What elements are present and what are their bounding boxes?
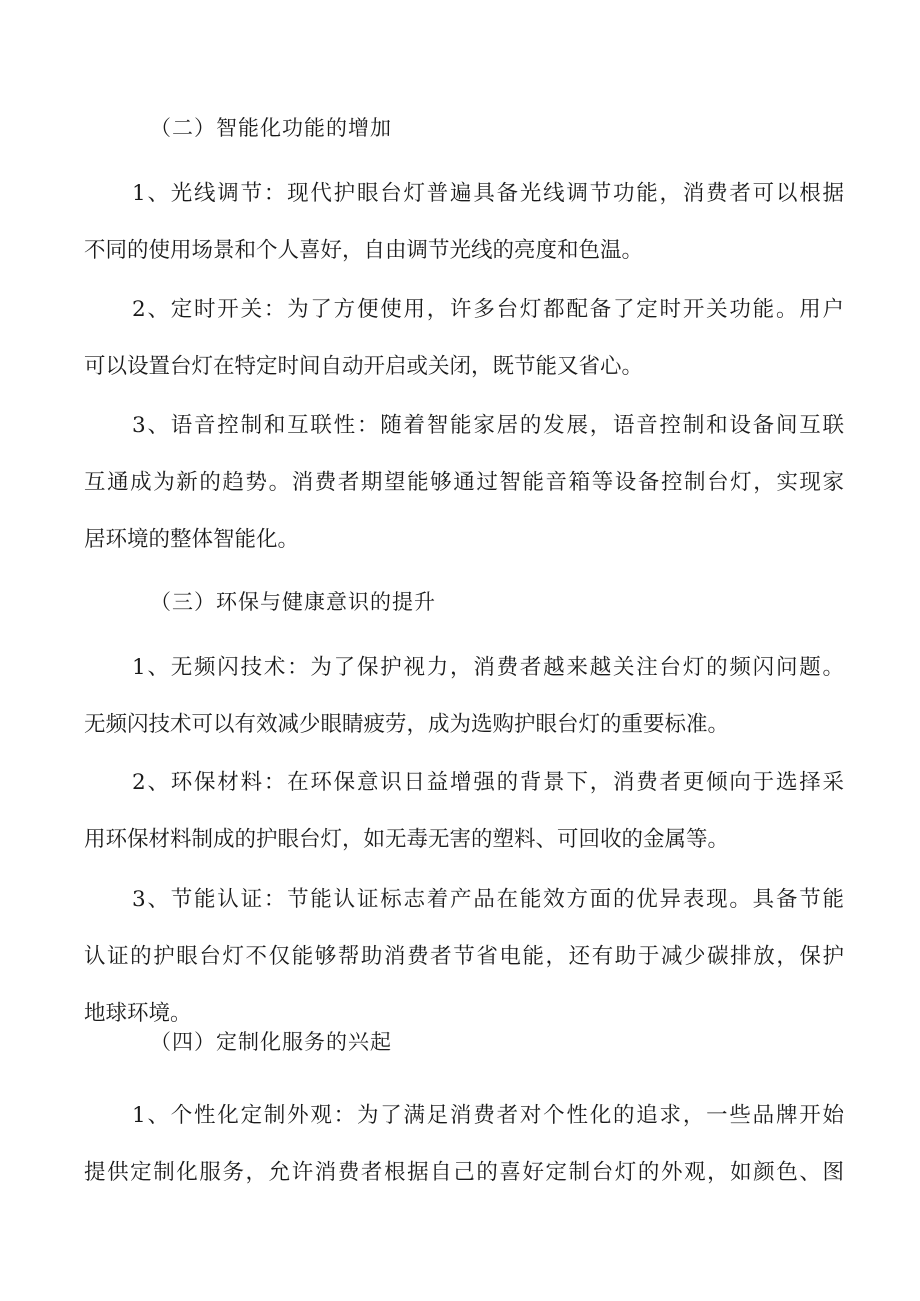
paragraph-light-adjust [84,165,844,279]
section-heading-3: （三）环保与健康意识的提升 [150,590,436,614]
paragraph-line: 不同的使用场景和个人喜好，自由调节光线的亮度和色温。 [84,238,644,263]
paragraph-line: 3、节能认证：节能认证标志着产品在能效方面的优异表现。具备节能 [132,887,844,912]
paragraph-line: 1、无频闪技术：为了保护视力，消费者越来越关注台灯的频闪问题。 [132,655,844,680]
paragraph-line: 提供定制化服务，允许消费者根据自己的喜好定制台灯的外观，如颜色、图 [84,1160,844,1185]
section-heading-4: （四）定制化服务的兴起 [150,1030,392,1054]
paragraph-flicker-free [84,639,844,753]
paragraph-custom-appearance [84,1087,844,1201]
paragraph-line: 2、环保材料：在环保意识日益增强的背景下，消费者更倾向于选择采 [132,770,844,795]
paragraph-line: 互通成为新的趋势。消费者期望能够通过智能音箱等设备控制台灯，实现家 [84,470,844,495]
paragraph-line: 地球环境。 [84,1001,192,1026]
paragraph-line: 1、光线调节：现代护眼台灯普遍具备光线调节功能，消费者可以根据 [132,181,844,206]
paragraph-line: 2、定时开关：为了方便使用，许多台灯都配备了定时开关功能。用户 [132,297,844,322]
paragraph-line: 认证的护眼台灯不仅能够帮助消费者节省电能，还有助于减少碳排放，保护 [84,944,844,969]
paragraph-line: 3、语音控制和互联性：随着智能家居的发展，语音控制和设备间互联 [132,413,844,438]
paragraph-line: 1、个性化定制外观：为了满足消费者对个性化的追求，一些品牌开始 [132,1103,844,1128]
paragraph-line: 居环境的整体智能化。 [84,527,300,552]
paragraph-line: 可以设置台灯在特定时间自动开启或关闭，既节能又省心。 [84,354,644,379]
paragraph-energy-cert [84,871,844,1042]
section-heading-2: （二）智能化功能的增加 [150,116,392,140]
paragraph-line: 用环保材料制成的护眼台灯，如无毒无害的塑料、可回收的金属等。 [84,827,730,852]
paragraph-eco-materials [84,754,844,868]
paragraph-timer-switch [84,281,844,395]
paragraph-line: 无频闪技术可以有效减少眼睛疲劳，成为选购护眼台灯的重要标准。 [84,712,730,737]
paragraph-voice-control [84,397,844,568]
